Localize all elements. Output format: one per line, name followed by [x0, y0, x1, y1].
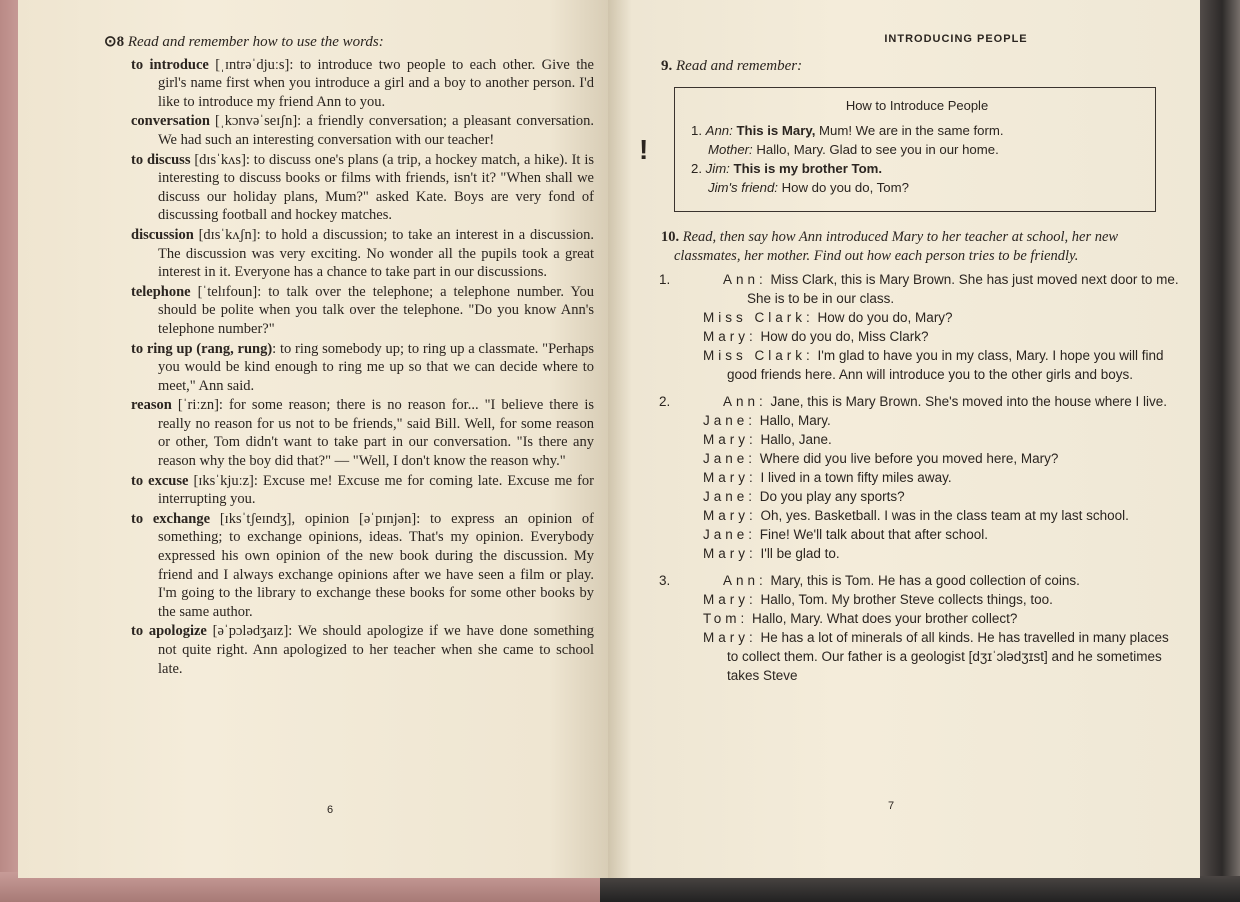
dialogue-speaker: Ann: — [723, 272, 767, 287]
dialogue-line — [679, 544, 1181, 563]
dialogue-line — [679, 308, 1181, 327]
dialogue-speaker: Mary: — [703, 329, 757, 344]
vocab-term: to apologize — [131, 623, 207, 640]
dialogue-speaker: Jane: — [703, 451, 757, 466]
dialogue-number: 2. — [659, 394, 671, 409]
dialogue-text: Do you play any sports? — [756, 489, 905, 504]
vocab-term: to exchange — [131, 510, 211, 527]
vocab-definition: [əˈpɔlədʒaɪz]: We should apologize if we have done something not quite right. Ann apologized to her teacher when she came to school late. — [158, 623, 594, 677]
dialogue-text: I'll be glad to. — [756, 546, 840, 561]
box-line — [691, 121, 1143, 140]
vocabulary-list — [104, 56, 594, 679]
dialogue-line — [659, 270, 1181, 308]
dialogue-speaker: Mary: — [703, 508, 757, 523]
vocab-definition: [dɪsˈkʌʃn]: to hold a discussion; to take an interest in a discussion. The discussion was very exciting. No wonder all the pupils took a great interest in it. Everyone has a chance to take part in our discussions. — [158, 226, 594, 281]
dialogue-line — [679, 468, 1181, 487]
dialogue-line — [679, 628, 1181, 685]
dialogue-line — [679, 506, 1181, 525]
box-line-number: 2. — [691, 161, 702, 176]
vocab-definition: [ˈtelɪfoun]: to talk over the telephone; a telephone number. You should be polite when you talk over the telephone. "Do you know Ann's telephone number?" — [158, 283, 594, 337]
dialogue-speaker: Mary: — [703, 546, 757, 561]
box-line-number: 1. — [691, 123, 702, 138]
vocab-entry — [131, 472, 594, 509]
scanner-shadow — [600, 876, 1240, 902]
box-line — [691, 159, 1143, 178]
vocab-entry — [131, 226, 594, 282]
vocab-term: to discuss — [131, 151, 191, 168]
dialogue-line — [679, 487, 1181, 506]
box-title: How to Introduce People — [845, 98, 989, 113]
vocab-entry — [131, 151, 594, 225]
dialogue-text: Hallo, Mary. — [756, 413, 831, 428]
vocab-entry — [131, 112, 594, 149]
dialogue-speaker: Ann: — [723, 394, 767, 409]
dialogue-speaker: Miss Clark: — [703, 310, 814, 325]
dialogue-text: Where did you live before you moved here, Mary? — [756, 451, 1059, 466]
dialogue-speaker: Tom: — [703, 611, 749, 626]
vocab-entry — [131, 396, 594, 470]
dialogue-text: I lived in a town fifty miles away. — [756, 470, 952, 485]
dialogue-text: How do you do, Mary? — [813, 310, 953, 325]
exercise-10-heading — [661, 228, 1181, 266]
dialogue-line — [679, 346, 1181, 384]
dialogue-text: Mary, this is Tom. He has a good collection of coins. — [766, 573, 1080, 588]
box-line-speaker: Jim's friend: — [708, 180, 778, 195]
box-line-bold: This is Mary, — [736, 123, 816, 138]
vocab-term: reason — [131, 397, 172, 414]
dialogue-speaker: Mary: — [703, 630, 757, 645]
box-line — [691, 140, 1143, 159]
dialogue-line — [679, 449, 1181, 468]
introduction-box — [639, 87, 1156, 212]
page-number-left: 6 — [327, 804, 334, 816]
vocab-entry — [131, 340, 594, 396]
vocab-definition: [ˌɪntrəˈdjuːs]: to introduce two people to each other. Give the girl's name first when you introduce a girl and a boy to another person. I'd like to introduce my friend Ann to you. — [158, 56, 594, 110]
dialogue-text: Hallo, Jane. — [756, 432, 832, 447]
vocab-term: discussion — [131, 226, 194, 243]
dialogue-number: 3. — [659, 573, 671, 588]
dialogues — [661, 270, 1181, 685]
exercise-10-number: 10. — [661, 229, 680, 245]
vocab-entry — [131, 510, 594, 622]
vocab-definition: [dɪsˈkʌs]: to discuss one's plans (a trip, a hockey match, a hike). It is interesting to discuss books or films with friends, isn't it? "When shall we discuss our holiday plans, Mum?" asked Kate. Boys are very fond of discussing football and hockey matches. — [158, 151, 594, 224]
dialogue-number: 1. — [659, 272, 671, 287]
dialogue-speaker: Mary: — [703, 592, 757, 607]
dialogue-line — [659, 571, 1181, 590]
dialogue-gap — [679, 563, 1181, 571]
dialogue-line — [679, 327, 1181, 346]
dialogue-line — [679, 411, 1181, 430]
vocab-definition: [ɪksˈtʃeɪndʒ], opinion [əˈpɪnjən]: to express an opinion of something; to exchange opinions, ideas. That's my opinion. Everybody expressed his own opinion of the new book during the discussion. My friend and I always exchange opinions after we have seen a film or play. I'm going to the library to exchange these books for some other books by the same author. — [158, 510, 594, 620]
box-lines — [691, 121, 1143, 197]
dialogue-speaker: Mary: — [703, 470, 757, 485]
dialogue-gap — [679, 384, 1181, 392]
dialogue-text: Miss Clark, this is Mary Brown. She has just moved next door to me. She is to be in our class. — [747, 272, 1179, 306]
dialogue-text: Jane, this is Mary Brown. She's moved into the house where I live. — [766, 394, 1168, 409]
running-head: INTRODUCING PEOPLE — [884, 33, 1028, 45]
dialogue-speaker: Jane: — [703, 527, 757, 542]
dialogue-speaker: Jane: — [703, 413, 757, 428]
box-line-speaker: Ann: — [705, 123, 733, 138]
box-line-text: Mum! We are in the same form. — [815, 123, 1004, 138]
dialogue-text: Oh, yes. Basketball. I was in the class team at my last school. — [756, 508, 1129, 523]
exercise-8-instruction: Read and remember how to use the words: — [127, 34, 384, 50]
dialogue-line — [659, 392, 1181, 411]
vocab-entry — [131, 622, 594, 678]
vocab-term: conversation — [131, 113, 210, 130]
vocab-definition: [ˌkɔnvəˈseɪʃn]: a friendly conversation; a pleasant conversation. We had such an interesting conversation with our teacher! — [158, 113, 594, 148]
dialogue-text: He has a lot of minerals of all kinds. He has travelled in many places to collect them. Our father is a geologist [dʒɪˈɔlədʒɪst] and he sometimes takes Steve — [727, 630, 1169, 683]
exercise-10-instruction: Read, then say how Ann introduced Mary to her teacher at school, her new classmates, her mother. Find out how each person tries to be friendly. — [674, 229, 1119, 264]
exercise-8-heading — [104, 33, 594, 52]
dialogue-line — [679, 590, 1181, 609]
dialogue-line — [679, 430, 1181, 449]
vocab-term: to excuse — [131, 472, 189, 489]
dialogue-speaker: Mary: — [703, 432, 757, 447]
dialogue-text: Hallo, Mary. What does your brother collect? — [748, 611, 1018, 626]
box-line — [691, 178, 1143, 197]
box-line-speaker: Mother: — [708, 142, 753, 157]
dialogue-text: Hallo, Tom. My brother Steve collects things, too. — [756, 592, 1053, 607]
exclamation-icon: ! — [639, 134, 649, 165]
vocab-term: telephone — [131, 283, 191, 300]
exercise-9-number: 9. — [661, 58, 673, 74]
left-page — [18, 0, 608, 878]
box-line-speaker: Jim: — [705, 161, 730, 176]
right-page — [608, 0, 1200, 878]
right-page-content — [639, 33, 1181, 685]
exercise-9-heading — [661, 58, 1181, 75]
dialogue-speaker: Jane: — [703, 489, 757, 504]
vocab-definition: [ɪksˈkjuːz]: Excuse me! Excuse me for coming late. Excuse me for interrupting you. — [158, 472, 594, 508]
vocab-definition: [ˈriːzn]: for some reason; there is no reason for... "I believe there is really no reason for us not to be friends," said Bill. Well, for some reason or other, Tom didn't want to take part in our conversation. "Is there any reason why the boy did that?" — "Well, I don't know the reason why." — [158, 397, 594, 470]
dialogue-text: How do you do, Miss Clark? — [756, 329, 929, 344]
dialogue-line — [679, 609, 1181, 628]
vocab-term: to introduce — [131, 56, 209, 73]
book-page-edges — [1195, 0, 1240, 902]
left-page-content — [104, 33, 594, 679]
vocab-definition: : to ring somebody up; to ring up a classmate. "Perhaps you would be kind enough to ring me up so that we can decide where to meet," Ann said. — [158, 340, 594, 394]
vocab-term: to ring up (rang, rung) — [131, 340, 273, 357]
vocab-entry — [131, 283, 594, 339]
vocab-entry — [131, 56, 594, 112]
dialogue-speaker: Miss Clark: — [703, 348, 814, 363]
box-line-text: Hallo, Mary. Glad to see you in our home. — [752, 142, 999, 157]
page-number-right: 7 — [888, 800, 895, 812]
dialogue-text: I'm glad to have you in my class, Mary. I hope you will find good friends here. Ann will introduce you to the other girls and boys. — [727, 348, 1164, 382]
dialogue-speaker: Ann: — [723, 573, 767, 588]
exercise-8-number: ⊙8 — [104, 34, 125, 50]
dialogue-line — [679, 525, 1181, 544]
exercise-9-instruction: Read and remember: — [676, 58, 803, 74]
dialogue-text: Fine! We'll talk about that after school. — [756, 527, 988, 542]
box-line-bold: This is my brother Tom. — [733, 161, 883, 176]
box-line-text: How do you do, Tom? — [777, 180, 909, 195]
